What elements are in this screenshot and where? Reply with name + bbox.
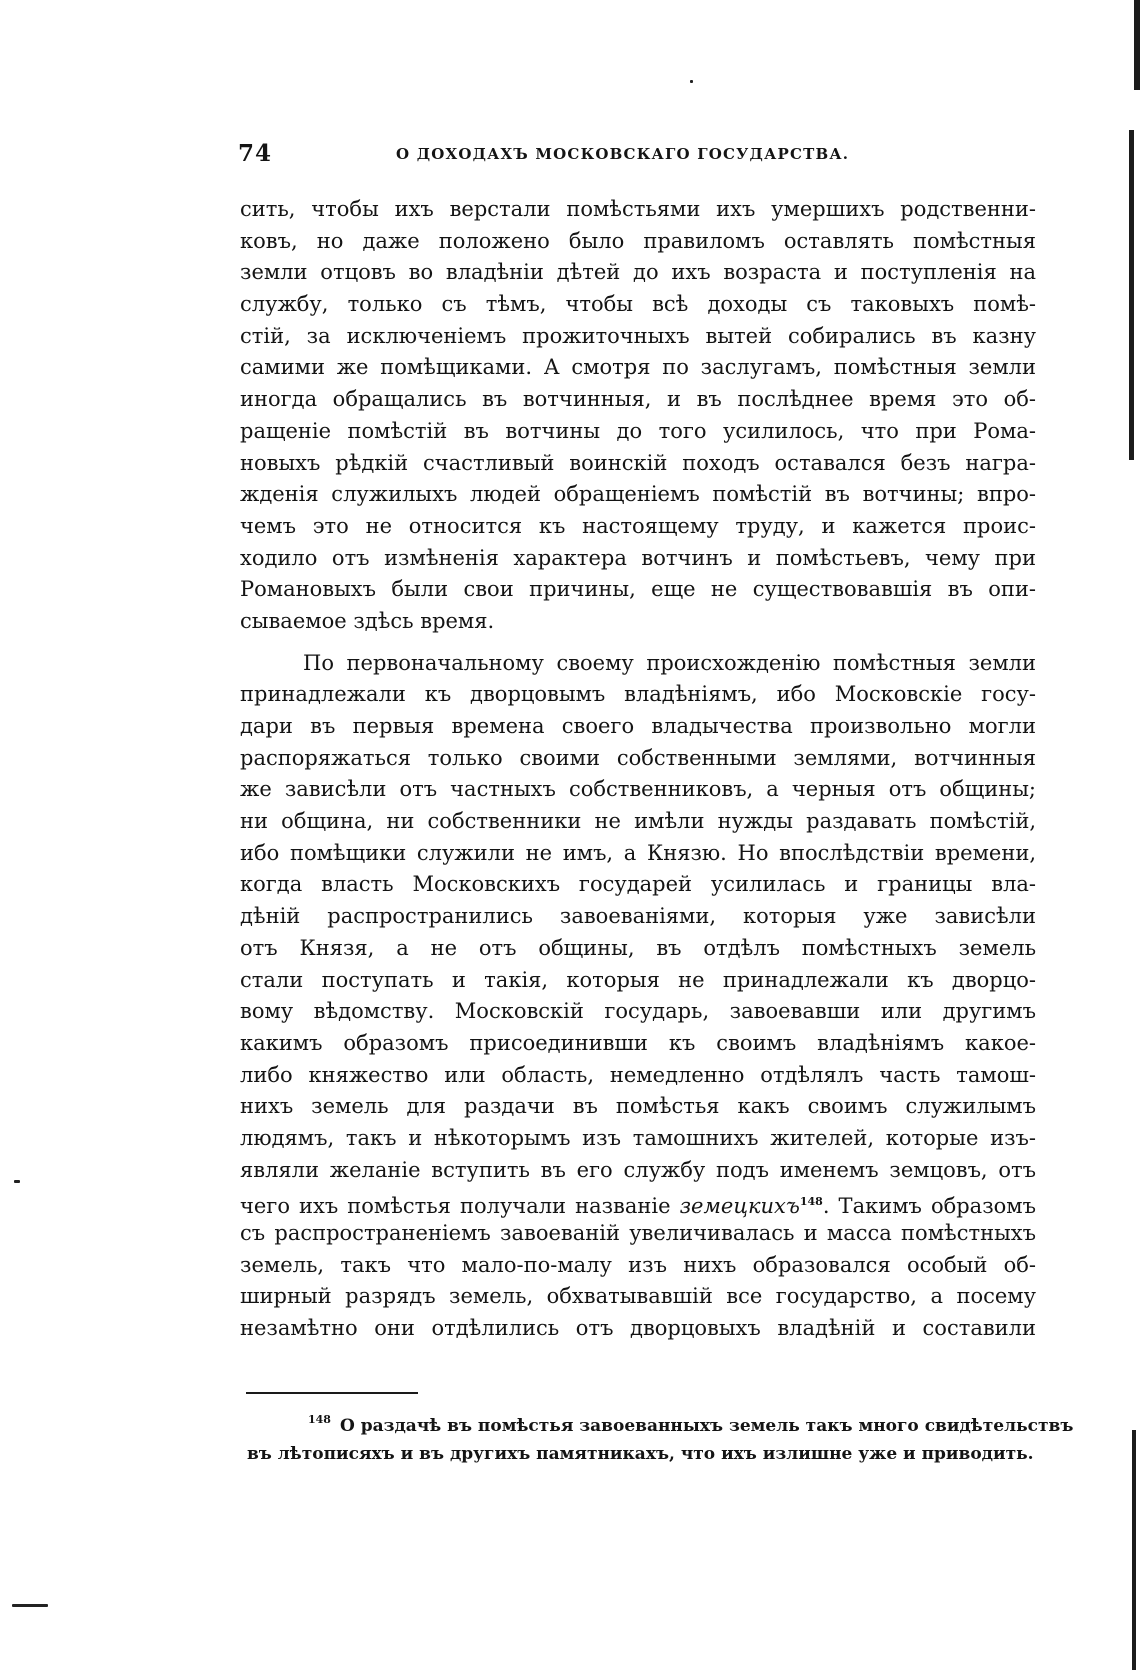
text-line: иногда обращались въ вотчинныя, и въ послѣднее время это об- bbox=[240, 387, 1036, 412]
scan-mark bbox=[12, 1604, 48, 1607]
italic-term: земецкихъ bbox=[679, 1194, 800, 1219]
text-line: ширный разрядъ земель, обхватывавшій все государство, а посему bbox=[240, 1284, 1036, 1309]
running-header bbox=[238, 140, 1038, 167]
text-line: ибо помѣщики служили не имъ, а Князю. Но впослѣдствіи времени, bbox=[240, 840, 1036, 865]
text-line: дѣній распространились завоеваніями, которыя уже зависѣли bbox=[240, 904, 1036, 929]
text-line: же зависѣли отъ частныхъ собственниковъ, а черныя отъ общины; bbox=[240, 777, 1036, 802]
footnote-reference[interactable]: 148 bbox=[799, 1195, 823, 1209]
text-line: являли желаніе вступить въ его службу подъ именемъ земцовъ, отъ bbox=[240, 1157, 1036, 1182]
text-line: сываемое здѣсь время. bbox=[240, 608, 495, 633]
text-line: жденія служилыхъ людей обращеніемъ помѣстій въ вотчины; впро- bbox=[240, 482, 1036, 507]
text-line: людямъ, такъ и нѣкоторымъ изъ тамошнихъ жителей, которые изъ- bbox=[240, 1125, 1036, 1150]
text-line: стали поступать и такія, которыя не принадлежали къ дворцо- bbox=[240, 967, 1036, 992]
text-line: Романовыхъ были свои причины, еще не существовавшія въ опи- bbox=[240, 577, 1036, 602]
text-line: отъ Князя, а не отъ общины, въ отдѣлъ помѣстныхъ земель bbox=[240, 935, 1036, 960]
text-line: вому вѣдомству. Московскій государь, завоевавши или другимъ bbox=[240, 999, 1036, 1024]
paragraph-2 bbox=[240, 648, 1036, 1345]
text-line: ращеніе помѣстій въ вотчины до того усилилось, что при Рома- bbox=[240, 418, 1036, 443]
text-line: ни община, ни собственники не имѣли нужды раздавать помѣстій, bbox=[240, 809, 1036, 834]
text-line: сить, чтобы ихъ верстали помѣстьями ихъ умершихъ родственни- bbox=[240, 197, 1036, 221]
text-line: По первоначальному своему происхожденію помѣстныя земли bbox=[303, 650, 1036, 675]
scan-edge-shadow bbox=[1129, 130, 1134, 460]
text-line-with-footnote-ref: чего ихъ помѣстья получали названіе земецкихъ$^{148}$. Такимъ образомъ bbox=[240, 1194, 1036, 1219]
scan-edge-shadow bbox=[1132, 1430, 1136, 1670]
paragraph-1 bbox=[240, 194, 1036, 638]
text-line: съ распространеніемъ завоеваній увеличивалась и масса помѣстныхъ bbox=[240, 1221, 1036, 1245]
text-line: какимъ образомъ присоединивши къ своимъ владѣніямъ какое- bbox=[240, 1030, 1036, 1055]
footnote-line: въ лѣтописяхъ и въ другихъ памятникахъ, что ихъ излишне уже и приводить. bbox=[247, 1444, 1034, 1464]
footnote-rule bbox=[246, 1392, 418, 1394]
text-line: ковъ, но даже положено было правиломъ оставлять помѣстныя bbox=[240, 228, 1036, 253]
footnotes bbox=[247, 1412, 1074, 1468]
text-line: самими же помѣщиками. А смотря по заслугамъ, помѣстныя земли bbox=[240, 355, 1036, 380]
text-line: незамѣтно они отдѣлились отъ дворцовыхъ владѣній и составили bbox=[240, 1316, 1036, 1341]
scan-speck bbox=[690, 80, 693, 83]
body-text bbox=[240, 194, 1036, 1345]
text-line: ходило отъ измѣненія характера вотчинъ и помѣстьевъ, чему при bbox=[240, 545, 1036, 570]
footnote-line: 148 О раздачѣ въ помѣстья завоеванныхъ земель такъ много свидѣтельствъ bbox=[280, 1412, 1040, 1440]
text-line: земель, такъ что мало-по-малу изъ нихъ образовался особый об- bbox=[240, 1252, 1036, 1277]
text-line: принадлежали къ дворцовымъ владѣніямъ, ибо Московскіе госу- bbox=[240, 682, 1036, 707]
text-line: службу, только съ тѣмъ, чтобы всѣ доходы съ таковыхъ помѣ- bbox=[240, 292, 1036, 317]
text-line: когда власть Московскихъ государей усилилась и границы вла- bbox=[240, 872, 1036, 897]
text-line: чемъ это не относится къ настоящему труду, и кажется проис- bbox=[240, 513, 1036, 538]
scan-speck bbox=[14, 1180, 20, 1183]
text-line: земли отцовъ во владѣніи дѣтей до ихъ возраста и поступленія на bbox=[240, 260, 1036, 285]
scan-edge-shadow bbox=[1134, 0, 1140, 90]
running-title: О ДОХОДАХЪ МОСКОВСКАГО ГОСУДАРСТВА. bbox=[396, 145, 850, 163]
text-line: нихъ земель для раздачи въ помѣстья какъ своимъ служилымъ bbox=[240, 1094, 1036, 1119]
text-line: либо княжество или область, немедленно отдѣлялъ часть тамош- bbox=[240, 1062, 1036, 1087]
text-line: дари въ первыя времена своего владычества произвольно могли bbox=[240, 714, 1036, 738]
text-line: стій, за исключеніемъ прожиточныхъ вытей собирались въ казну bbox=[240, 323, 1036, 348]
page-number: 74 bbox=[238, 140, 273, 167]
text-line: распоряжаться только своими собственными землями, вотчинныя bbox=[240, 745, 1036, 770]
footnote-number: 148 bbox=[308, 1413, 331, 1426]
text-line: новыхъ рѣдкій счастливый воинскій походъ оставался безъ награ- bbox=[240, 450, 1036, 475]
